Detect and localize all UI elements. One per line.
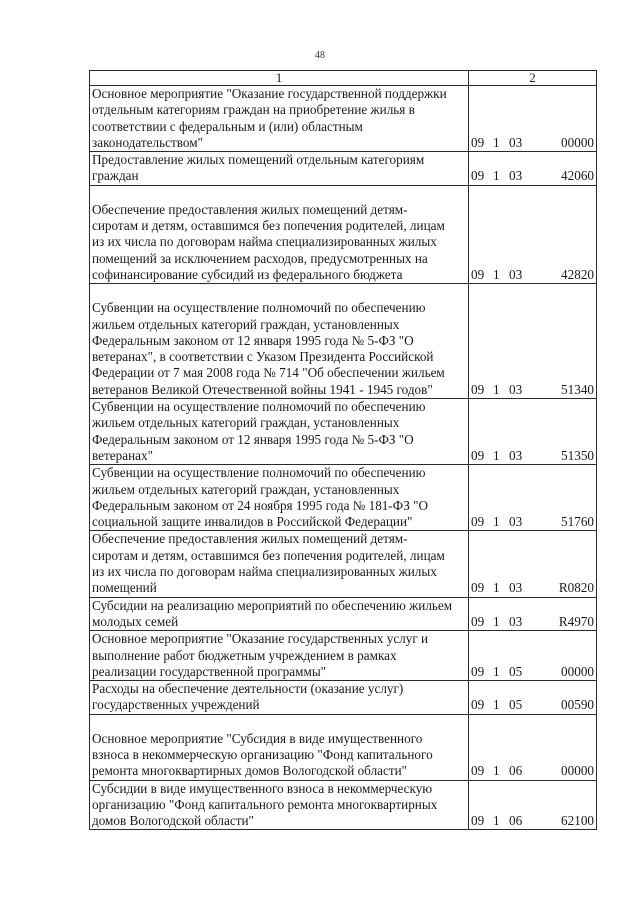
row-code — [469, 681, 597, 715]
code-event: 03 — [509, 514, 523, 530]
row-code — [469, 465, 597, 531]
description-line: Основное мероприятие "Оказание государственных услуг и — [92, 631, 429, 647]
code-direction: 51760 — [561, 514, 594, 530]
code-event: 03 — [509, 447, 523, 463]
code-subprogram: 1 — [493, 134, 500, 150]
code-subprogram: 1 — [493, 580, 500, 596]
code-program: 09 — [471, 580, 485, 596]
code-subprogram: 1 — [493, 697, 500, 713]
code-program: 09 — [471, 813, 485, 829]
description-line: ветеранах" — [92, 447, 153, 463]
description-line: жильем отдельных категорий граждан, установленных — [92, 415, 400, 431]
code-subprogram: 1 — [493, 763, 500, 779]
code-program: 09 — [471, 134, 485, 150]
description-line: взноса в некоммерческую организацию "Фонд капитального — [92, 746, 433, 762]
description-line: организацию "Фонд капитального ремонта многоквартирных — [92, 796, 438, 812]
row-code — [469, 152, 597, 186]
code-subprogram: 1 — [493, 381, 500, 397]
row-description — [90, 714, 469, 780]
description-line: из их числа по договорам найма специализированных жилых — [92, 564, 437, 580]
row-description — [90, 284, 469, 399]
description-line: Субсидии в виде имущественного взноса в некоммерческую — [92, 780, 433, 796]
row-description — [90, 681, 469, 715]
row-description — [90, 465, 469, 531]
table-row — [90, 631, 597, 681]
code-event: 06 — [509, 813, 523, 829]
code-program: 09 — [471, 697, 485, 713]
code-subprogram: 1 — [493, 663, 500, 679]
description-line: ремонта многоквартирных домов Вологодской области" — [92, 763, 408, 779]
description-line: социальной защите инвалидов в Российской Федерации" — [92, 514, 413, 530]
column-header-2: 2 — [469, 71, 597, 86]
description-line: Субсидии на реализацию мероприятий по обеспечению жильем — [92, 597, 453, 613]
description-line: ветеранов Великой Отечественной войны 1941 - 1945 годов" — [92, 381, 433, 397]
row-description — [90, 597, 469, 631]
row-code — [469, 284, 597, 399]
code-subprogram: 1 — [493, 168, 500, 184]
row-description — [90, 152, 469, 186]
code-direction: 42820 — [561, 266, 594, 282]
description-line: Субвенции на осуществление полномочий по обеспечению — [92, 465, 426, 481]
code-direction: 00000 — [561, 763, 594, 779]
table-row — [90, 152, 597, 186]
table-row — [90, 86, 597, 152]
code-program: 09 — [471, 663, 485, 679]
table-row — [90, 780, 597, 830]
description-line: помещений — [92, 580, 157, 596]
description-line: законодательством" — [92, 134, 203, 150]
table-row — [90, 681, 597, 715]
code-direction: 00590 — [561, 697, 594, 713]
row-code — [469, 399, 597, 465]
code-event: 03 — [509, 580, 523, 596]
code-event: 03 — [509, 266, 523, 282]
description-line: молодых семей — [92, 613, 179, 629]
code-subprogram: 1 — [493, 613, 500, 629]
code-subprogram: 1 — [493, 447, 500, 463]
row-description — [90, 531, 469, 597]
code-direction: 51340 — [561, 381, 594, 397]
row-code — [469, 86, 597, 152]
code-subprogram: 1 — [493, 266, 500, 282]
row-code — [469, 185, 597, 283]
row-code — [469, 531, 597, 597]
code-direction: 42060 — [561, 168, 594, 184]
table-row — [90, 284, 597, 399]
row-description — [90, 631, 469, 681]
table-row — [90, 597, 597, 631]
description-line: Предоставление жилых помещений отдельным категориям — [92, 152, 425, 168]
description-line: выполнение работ бюджетным учреждением в рамках — [92, 647, 397, 663]
table-row — [90, 465, 597, 531]
description-line: жильем отдельных категорий граждан, установленных — [92, 481, 400, 497]
description-line: Федеральным законом от 12 января 1995 года № 5-ФЗ "О — [92, 431, 414, 447]
row-description — [90, 780, 469, 830]
description-line: сиротам и детям, оставшимся без попечения родителей, лицам — [92, 218, 445, 234]
code-program: 09 — [471, 168, 485, 184]
table-row — [90, 399, 597, 465]
row-code — [469, 597, 597, 631]
description-line: Основное мероприятие "Оказание государственной поддержки — [92, 86, 447, 101]
description-line: помещений за исключением расходов, предусмотренных на — [92, 250, 428, 266]
table-row — [90, 185, 597, 283]
column-header-1: 1 — [90, 71, 469, 86]
description-line: жильем отдельных категорий граждан, установленных — [92, 316, 400, 332]
description-line: Субвенции на осуществление полномочий по обеспечению — [92, 399, 426, 415]
code-direction: 51350 — [561, 447, 594, 463]
row-description — [90, 86, 469, 152]
description-line: Расходы на обеспечение деятельности (оказание услуг) — [92, 681, 404, 697]
budget-table — [89, 70, 597, 830]
table-row — [90, 531, 597, 597]
code-event: 03 — [509, 134, 523, 150]
row-description — [90, 399, 469, 465]
code-event: 06 — [509, 763, 523, 779]
description-line: граждан — [92, 168, 139, 184]
row-code — [469, 780, 597, 830]
code-program: 09 — [471, 381, 485, 397]
description-line: домов Вологодской области" — [92, 813, 254, 829]
code-direction: 00000 — [561, 134, 594, 150]
code-subprogram: 1 — [493, 813, 500, 829]
code-event: 05 — [509, 697, 523, 713]
description-line: Обеспечение предоставления жилых помещений детям- — [92, 531, 408, 547]
description-line: из их числа по договорам найма специализированных жилых — [92, 234, 437, 250]
description-line: софинансирование субсидий из федерального бюджета — [92, 266, 403, 282]
code-program: 09 — [471, 763, 485, 779]
code-direction: R4970 — [558, 613, 594, 629]
description-line: Основное мероприятие "Субсидия в виде имущественного — [92, 730, 423, 746]
description-line: сиротам и детям, оставшимся без попечения родителей, лицам — [92, 547, 445, 563]
table-row — [90, 714, 597, 780]
code-direction: R0820 — [558, 580, 594, 596]
description-line: Обеспечение предоставления жилых помещений детям- — [92, 201, 408, 217]
page-number: 48 — [315, 50, 325, 61]
code-event: 03 — [509, 168, 523, 184]
row-code — [469, 631, 597, 681]
table-header-row — [90, 71, 597, 86]
row-code — [469, 714, 597, 780]
code-program: 09 — [471, 514, 485, 530]
code-program: 09 — [471, 266, 485, 282]
description-line: Федеральным законом от 24 ноября 1995 года № 181-ФЗ "О — [92, 497, 429, 513]
code-program: 09 — [471, 613, 485, 629]
description-line: реализации государственной программы" — [92, 663, 327, 679]
code-direction: 62100 — [561, 813, 594, 829]
description-line: Федеральным законом от 12 января 1995 года № 5-ФЗ "О — [92, 332, 414, 348]
description-line: Субвенции на осуществление полномочий по обеспечению — [92, 300, 426, 316]
code-subprogram: 1 — [493, 514, 500, 530]
row-description — [90, 185, 469, 283]
code-event: 03 — [509, 381, 523, 397]
code-program: 09 — [471, 447, 485, 463]
description-line: ветеранах", в соответствии с Указом Президента Российской — [92, 349, 434, 365]
description-line: государственных учреждений — [92, 697, 260, 713]
code-direction: 00000 — [561, 663, 594, 679]
description-line: Федерации от 7 мая 2008 года № 714 "Об обеспечении жильем — [92, 365, 445, 381]
code-event: 03 — [509, 613, 523, 629]
code-event: 05 — [509, 663, 523, 679]
description-line: соответствии с федеральным и (или) областным — [92, 118, 363, 134]
description-line: отдельным категориям граждан на приобретение жилья в — [92, 102, 415, 118]
